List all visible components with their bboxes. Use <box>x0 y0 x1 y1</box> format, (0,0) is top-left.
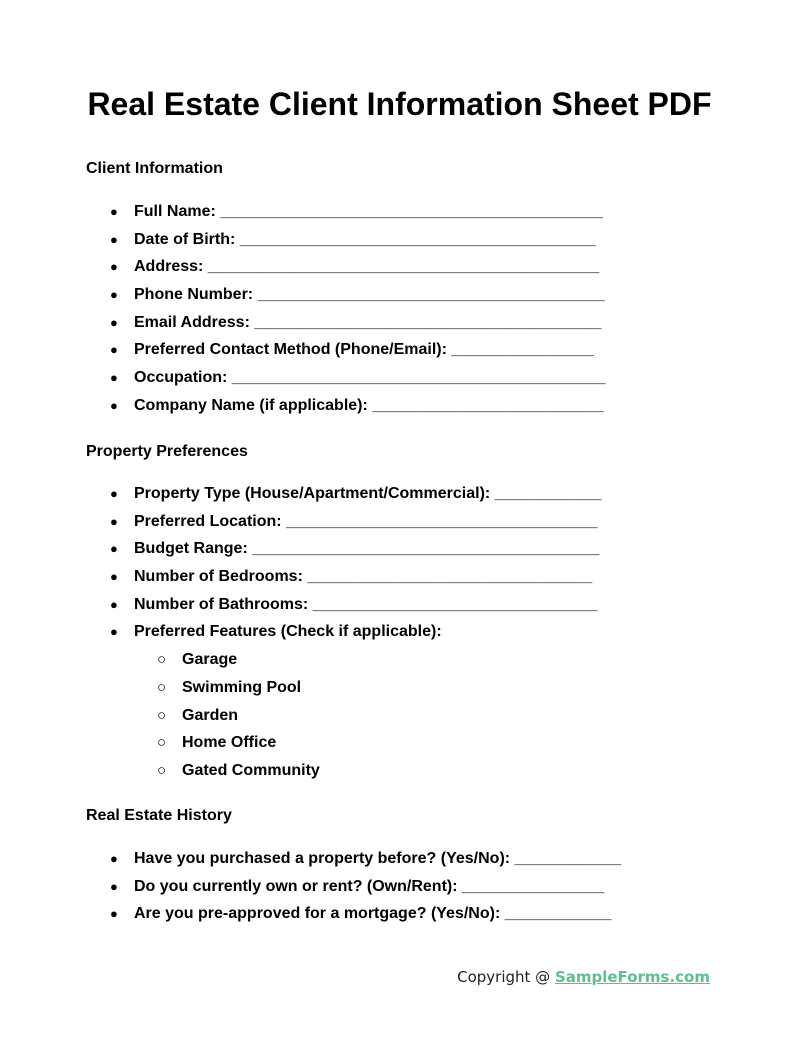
list-item: ● Property Type (House/Apartment/Commercial): ____________ <box>110 480 601 508</box>
copyright-footer <box>457 968 710 986</box>
list-item: ● Occupation: __________________________________________ <box>110 364 606 392</box>
list-item: ● Company Name (if applicable): __________________________ <box>110 392 606 420</box>
client-information-list <box>110 198 606 420</box>
section-heading-real-estate-history: Real Estate History <box>86 807 232 824</box>
property-preferences-list <box>110 480 601 785</box>
list-item: ● Preferred Location: ___________________________________ <box>110 508 601 536</box>
page-title: Real Estate Client Information Sheet PDF <box>87 86 712 122</box>
sub-list-item: ○ Garage <box>110 646 601 674</box>
list-item: ● Full Name: ___________________________________________ <box>110 198 606 226</box>
list-item: ● Have you purchased a property before? (Yes/No): ____________ <box>110 845 621 873</box>
real-estate-history-list <box>110 845 621 928</box>
list-item: ● Preferred Contact Method (Phone/Email): ________________ <box>110 336 606 364</box>
section-heading-property-preferences: Property Preferences <box>86 443 248 460</box>
sub-list-item: ○ Gated Community <box>110 757 601 785</box>
list-item: ● Do you currently own or rent? (Own/Rent): ________________ <box>110 873 621 901</box>
sub-list-item: ○ Home Office <box>110 729 601 757</box>
list-item: ● Number of Bathrooms: ________________________________ <box>110 591 601 619</box>
list-item: ● Are you pre-approved for a mortgage? (Yes/No): ____________ <box>110 900 621 928</box>
list-item: ● Budget Range: _______________________________________ <box>110 535 601 563</box>
list-item: ● Email Address: _______________________________________ <box>110 309 606 337</box>
copyright-text: Copyright @ <box>457 968 555 986</box>
list-item: ● Number of Bedrooms: ________________________________ <box>110 563 601 591</box>
list-item: ● Phone Number: _______________________________________ <box>110 281 606 309</box>
sub-list-item: ○ Garden <box>110 702 601 730</box>
list-item: ● Preferred Features (Check if applicable): <box>110 618 601 646</box>
list-item: ● Address: ____________________________________________ <box>110 253 606 281</box>
list-item: ● Date of Birth: ________________________________________ <box>110 226 606 254</box>
sampleforms-link[interactable]: SampleForms.com <box>554 968 710 986</box>
sub-list-item: ○ Swimming Pool <box>110 674 601 702</box>
section-heading-client-information: Client Information <box>86 160 223 177</box>
